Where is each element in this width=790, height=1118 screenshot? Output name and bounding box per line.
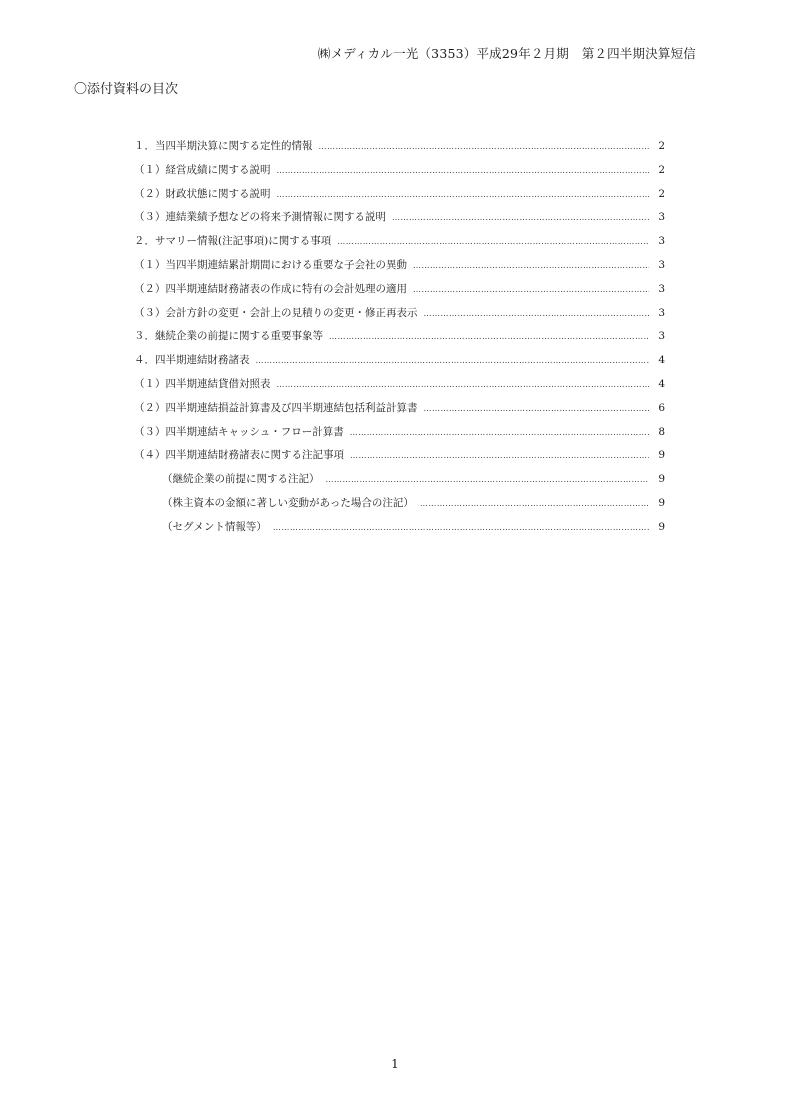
toc-entry-label: （３）四半期連結キャッシュ・フロー計算書 [134, 425, 344, 438]
toc-entry [134, 281, 665, 305]
toc-leader-dots [326, 475, 650, 484]
toc-leader-dots [277, 190, 650, 199]
toc-leader-dots [420, 499, 649, 508]
toc-entry [134, 162, 665, 186]
toc-entry-label: （１）経営成績に関する説明 [134, 163, 271, 176]
toc-entry-page: 9 [658, 473, 665, 486]
toc-entry-label: （４）四半期連結財務諸表に関する注記事項 [134, 449, 344, 462]
toc-leader-dots [424, 309, 650, 318]
toc-entry [134, 447, 665, 471]
toc-entry-label: （継続企業の前提に関する注記） [162, 473, 320, 486]
toc-entry-label: ３．継続企業の前提に関する重要事象等 [134, 330, 323, 343]
toc-entry-label: （１）四半期連結貸借対照表 [134, 377, 271, 390]
page-number: 1 [391, 1057, 399, 1071]
toc-entry-page: 3 [658, 235, 665, 248]
toc-entry-page: 2 [658, 187, 665, 200]
toc-leader-dots [424, 404, 650, 413]
toc-entry-page: 2 [658, 140, 665, 152]
toc-leader-dots [329, 332, 649, 341]
table-of-contents [134, 138, 665, 543]
toc-entry-label: （株主資本の金額に著しい変動があった場合の注記） [162, 496, 414, 509]
toc-leader-dots [350, 428, 649, 437]
toc-leader-dots [277, 166, 650, 175]
toc-entry-page: 3 [658, 282, 665, 295]
toc-entry-label: １．当四半期決算に関する定性的情報 [134, 140, 313, 152]
toc-entry [134, 257, 665, 281]
toc-entry-label: （２）四半期連結損益計算書及び四半期連結包括利益計算書 [134, 401, 418, 414]
toc-entry-page: 9 [658, 449, 665, 462]
toc-entry [134, 305, 665, 329]
toc-leader-dots [337, 237, 649, 246]
toc-leader-dots [277, 380, 650, 389]
toc-entry-page: 9 [658, 496, 665, 509]
toc-subentry [134, 471, 665, 495]
toc-entry [134, 352, 665, 376]
toc-entry [134, 328, 665, 352]
toc-entry [134, 376, 665, 400]
toc-leader-dots [413, 285, 649, 294]
document-header: ㈱メディカル一光（3353）平成29年２月期 第２四半期決算短信 [317, 46, 696, 61]
toc-leader-dots [392, 213, 649, 222]
toc-leader-dots [256, 356, 650, 365]
toc-entry [134, 138, 665, 162]
section-title: 〇添付資料の目次 [74, 82, 179, 97]
toc-entry-page: 4 [658, 354, 665, 367]
toc-subentry [134, 519, 665, 543]
toc-leader-dots [413, 261, 649, 270]
toc-leader-dots [273, 523, 649, 532]
toc-entry-label: （１）当四半期連結累計期間における重要な子会社の異動 [134, 258, 407, 271]
toc-entry [134, 209, 665, 233]
toc-entry [134, 400, 665, 424]
toc-entry-label: （３）会計方針の変更・会計上の見積りの変更・修正再表示 [134, 306, 418, 319]
toc-entry-label: （２）財政状態に関する説明 [134, 187, 271, 200]
toc-entry-page: 3 [658, 211, 665, 224]
toc-entry-page: 4 [658, 377, 665, 390]
toc-entry-page: 3 [658, 258, 665, 271]
toc-entry-page: 6 [658, 401, 665, 414]
toc-entry-label: ２．サマリー情報(注記事項)に関する事項 [134, 235, 332, 248]
toc-entry-page: 3 [658, 306, 665, 319]
toc-entry-label: （３）連結業績予想などの将来予測情報に関する説明 [134, 211, 386, 224]
toc-subentry [134, 495, 665, 519]
toc-leader-dots [350, 451, 649, 460]
toc-entry [134, 186, 665, 210]
toc-entry-label: ４．四半期連結財務諸表 [134, 354, 250, 367]
toc-entry-label: （セグメント情報等） [162, 520, 267, 533]
toc-entry-page: 3 [658, 330, 665, 343]
toc-entry-page: 8 [658, 425, 665, 438]
toc-leader-dots [319, 142, 650, 151]
toc-entry-page: 2 [658, 163, 665, 176]
toc-entry-label: （２）四半期連結財務諸表の作成に特有の会計処理の適用 [134, 282, 407, 295]
toc-entry-page: 9 [658, 520, 665, 533]
toc-entry [134, 424, 665, 448]
toc-entry [134, 233, 665, 257]
